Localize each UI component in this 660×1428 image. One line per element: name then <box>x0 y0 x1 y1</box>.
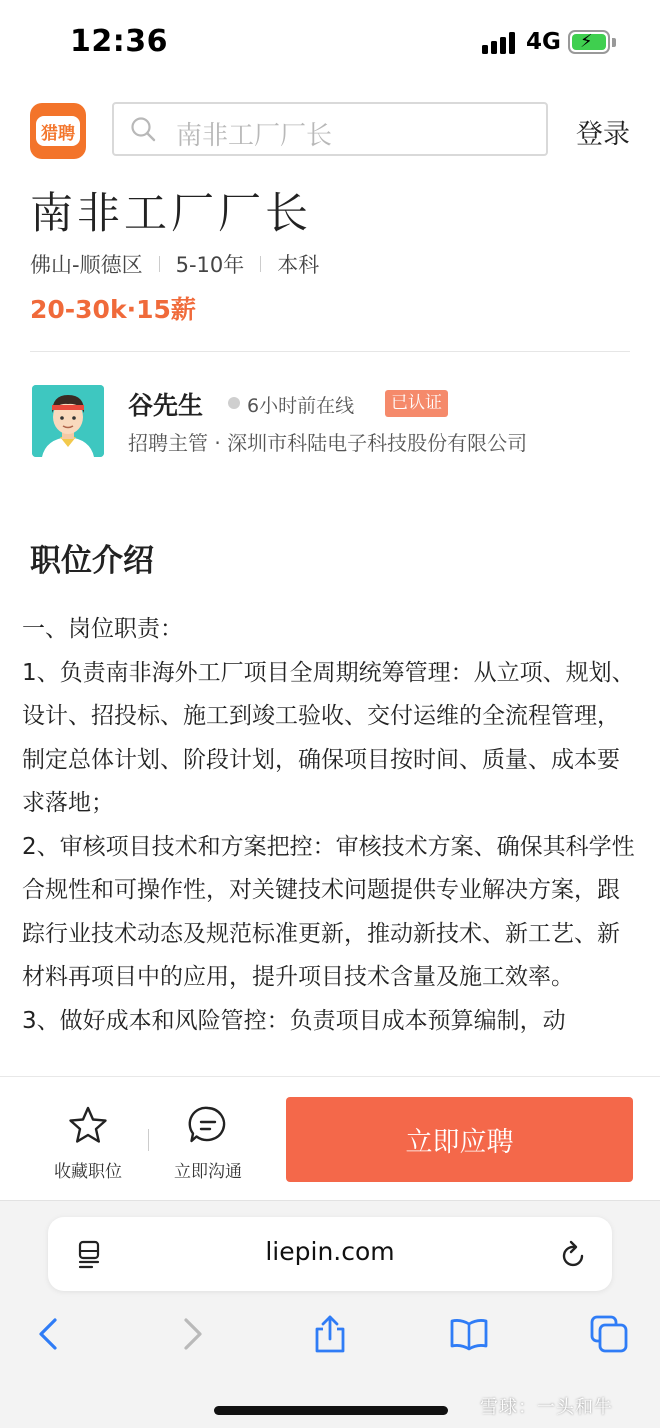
section-title: 职位介绍 <box>30 543 154 579</box>
login-button[interactable]: 登录 <box>576 119 630 150</box>
battery-tip <box>612 38 616 47</box>
job-meta <box>30 250 319 278</box>
meta-divider <box>260 256 261 272</box>
recruiter-name: 谷先生 <box>128 391 204 420</box>
app-logo[interactable] <box>30 103 86 159</box>
description-paragraph: 1、负责南非海外工厂项目全周期统筹管理：从立项、规划、设计、招投标、施工到竣工验收、交付运维的全流程管理，制定总体计划、阶段计划，确保项目按时间、质量、成本要求落地； <box>22 659 635 816</box>
avatar-illustration <box>32 385 104 457</box>
search-input[interactable] <box>112 102 548 156</box>
app-logo-text: 猎聘 <box>36 116 80 146</box>
action-bar <box>0 1076 660 1200</box>
signal-icon <box>482 32 518 54</box>
share-icon[interactable] <box>311 1315 349 1353</box>
job-location: 佛山-顺德区 <box>30 253 143 277</box>
home-indicator[interactable] <box>214 1406 448 1415</box>
reload-icon[interactable] <box>560 1239 588 1269</box>
status-bar <box>0 0 660 88</box>
action-divider <box>148 1129 149 1151</box>
meta-divider <box>159 256 160 272</box>
back-icon[interactable] <box>30 1315 68 1353</box>
description-paragraph: 一、岗位职责： <box>22 616 183 642</box>
search-icon <box>130 116 156 142</box>
address-bar[interactable] <box>48 1217 612 1291</box>
network-type: 4G <box>526 29 561 55</box>
apply-button[interactable]: 立即应聘 <box>286 1097 633 1182</box>
search-text: 南非工厂厂长 <box>176 121 333 151</box>
job-title: 南非工厂厂长 <box>30 189 312 239</box>
recruiter-role-company: 招聘主管 · 深圳市科陆电子科技股份有限公司 <box>128 431 528 455</box>
favorite-label: 收藏职位 <box>54 1162 122 1182</box>
job-experience: 5-10年 <box>175 253 245 277</box>
tabs-icon[interactable] <box>590 1315 628 1353</box>
star-icon <box>68 1105 108 1145</box>
chat-bubble-icon <box>188 1105 228 1145</box>
status-time: 12:36 <box>70 24 168 59</box>
recruiter-avatar[interactable] <box>32 385 104 457</box>
verified-badge: 已认证 <box>385 390 448 417</box>
section-divider <box>30 351 630 352</box>
watermark: 雪球：一头和牛 <box>480 1397 613 1418</box>
online-status: 6小时前在线 <box>247 395 355 417</box>
forward-icon[interactable] <box>173 1315 211 1353</box>
description-paragraph: 3、做好成本和风险管控：负责项目成本预算编制，动 <box>22 1007 566 1034</box>
job-salary: 20-30k·15薪 <box>30 295 196 324</box>
job-description <box>22 608 642 1043</box>
job-education: 本科 <box>277 253 320 277</box>
bookmarks-icon[interactable] <box>450 1315 488 1353</box>
online-status-dot <box>228 397 240 409</box>
description-paragraph: 2、审核项目技术和方案把控：审核技术方案、确保其科学性合规性和可操作性，对关键技术问题提供专业解决方案，跟踪行业技术动态及规范标准更新，推动新技术、新工艺、新材料再项目中的应用，提升项目技术含量及施工效率。 <box>22 833 635 990</box>
chat-label: 立即沟通 <box>174 1162 242 1182</box>
battery-icon: ⚡ <box>568 30 610 54</box>
url-text: liepin.com <box>265 1237 395 1266</box>
